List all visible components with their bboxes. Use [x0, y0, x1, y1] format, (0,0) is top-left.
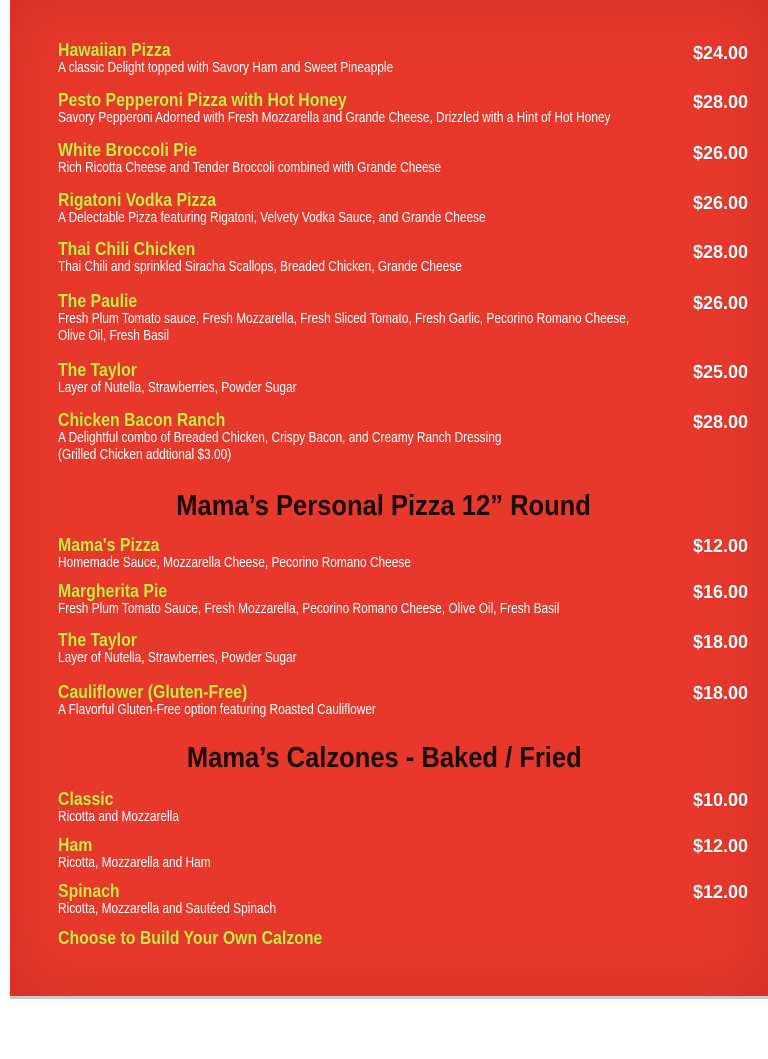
item-name: The Taylor — [58, 360, 137, 380]
item-description: A Delightful combo of Breaded Chicken, Crispy Bacon, and Creamy Ranch Dressing — [58, 430, 502, 446]
item-price: $18.00 — [692, 632, 748, 652]
menu-item-classic-calzone — [58, 789, 738, 826]
item-name: The Taylor — [58, 630, 137, 650]
menu-item-hawaiian-pizza — [58, 40, 738, 77]
item-description: Rich Ricotta Cheese and Tender Broccoli combined with Grande Cheese — [58, 160, 442, 176]
menu-item-ham-calzone — [58, 835, 738, 872]
item-description: A Flavorful Gluten-Free option featuring Roasted Cauliflower — [58, 702, 376, 718]
menu-item-margherita-pie — [58, 581, 738, 618]
heading-text: Mama’s Personal Pizza 12” Round — [176, 490, 592, 522]
item-description: Fresh Plum Tomato Sauce, Fresh Mozzarella, Pecorino Romano Cheese, Olive Oil, Fresh Basil — [58, 601, 560, 617]
item-price: $12.00 — [692, 882, 748, 902]
item-name: Mama's Pizza — [58, 535, 160, 555]
item-description: A Delectable Pizza featuring Rigatoni, Velvety Vodka Sauce, and Grande Cheese — [58, 210, 486, 226]
item-description-line2: Olive Oil, Fresh Basil — [58, 328, 170, 344]
item-name: Hawaiian Pizza — [58, 40, 171, 60]
item-price: $24.00 — [692, 43, 748, 63]
item-price: $18.00 — [692, 683, 748, 703]
item-price: $28.00 — [692, 92, 748, 112]
menu-item-the-paulie — [58, 291, 738, 345]
item-description: Fresh Plum Tomato sauce, Fresh Mozzarella, Fresh Sliced Tomato, Fresh Garlic, Pecorino Romano Cheese, — [58, 311, 630, 327]
item-description: Thai Chili and sprinkled Siracha Scallops, Breaded Chicken, Grande Cheese — [58, 259, 462, 275]
item-price: $10.00 — [692, 790, 748, 810]
item-name: Ham — [58, 835, 93, 855]
item-name: Classic — [58, 789, 114, 809]
item-description: Savory Pepperoni Adorned with Fresh Mozzarella and Grande Cheese, Drizzled with a Hint of Hot Honey — [58, 110, 611, 126]
menu-item-cauliflower — [58, 682, 738, 719]
item-description: Ricotta and Mozzarella — [58, 809, 179, 825]
menu-item-spinach-calzone — [58, 881, 738, 918]
item-price: $28.00 — [692, 242, 748, 262]
heading-text: Mama’s Calzones - Baked / Fried — [186, 742, 582, 774]
item-description: Ricotta, Mozzarella and Sautéed Spinach — [58, 901, 277, 917]
menu-item-mamas-pizza — [58, 535, 738, 572]
item-price: $26.00 — [692, 143, 748, 163]
item-price: $26.00 — [692, 293, 748, 313]
menu-item-chicken-bacon-ranch — [58, 410, 738, 464]
item-price: $28.00 — [692, 412, 748, 432]
item-name: Choose to Build Your Own Calzone — [58, 928, 323, 948]
item-name: Pesto Pepperoni Pizza with Hot Honey — [58, 90, 347, 110]
build-your-own-calzone — [58, 928, 738, 948]
item-description: Homemade Sauce, Mozzarella Cheese, Pecorino Romano Cheese — [58, 555, 411, 571]
item-name: Chicken Bacon Ranch — [58, 410, 226, 430]
item-name: Thai Chili Chicken — [58, 239, 196, 259]
item-price: $25.00 — [692, 362, 748, 382]
menu-item-the-taylor-personal — [58, 630, 738, 667]
page-edge — [10, 996, 768, 999]
item-price: $16.00 — [692, 582, 748, 602]
menu-item-white-broccoli-pie — [58, 140, 738, 177]
item-price: $12.00 — [692, 836, 748, 856]
menu-item-rigatoni-vodka-pizza — [58, 190, 738, 227]
menu-item-the-taylor — [58, 360, 738, 397]
item-description-line2: (Grilled Chicken addtional $3.00) — [58, 447, 232, 463]
item-price: $26.00 — [692, 193, 748, 213]
item-description: A classic Delight topped with Savory Ham and Sweet Pineapple — [58, 60, 394, 76]
item-name: White Broccoli Pie — [58, 140, 198, 160]
item-name: The Paulie — [58, 291, 138, 311]
item-name: Spinach — [58, 881, 120, 901]
menu-item-thai-chili-chicken — [58, 239, 738, 276]
item-name: Rigatoni Vodka Pizza — [58, 190, 217, 210]
menu-item-pesto-pepperoni-pizza — [58, 90, 738, 127]
item-description: Ricotta, Mozzarella and Ham — [58, 855, 211, 871]
section-heading-calzones — [0, 742, 768, 774]
item-description: Layer of Nutella, Strawberries, Powder Sugar — [58, 650, 297, 666]
item-name: Margherita Pie — [58, 581, 168, 601]
section-heading-personal-pizza — [0, 490, 768, 522]
item-name: Cauliflower (Gluten-Free) — [58, 682, 248, 702]
item-price: $12.00 — [692, 536, 748, 556]
item-description: Layer of Nutella, Strawberries, Powder Sugar — [58, 380, 297, 396]
